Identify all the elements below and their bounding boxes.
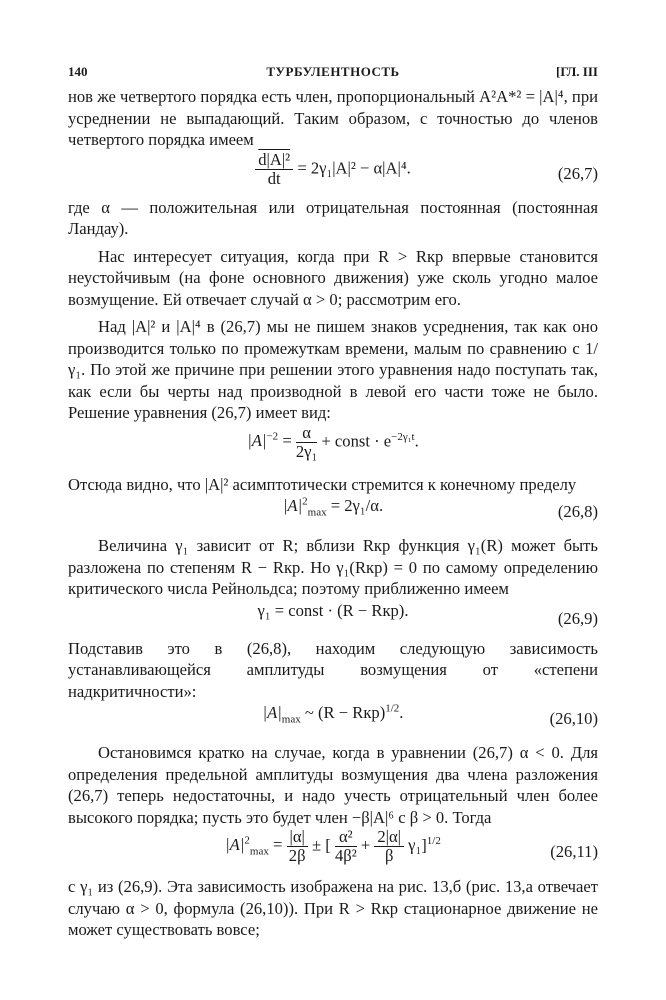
- eq2-exponent: −2γ₁t: [391, 430, 415, 443]
- eq5-rhs: ~ (R − Rкр): [304, 703, 386, 722]
- eq6-lhs: $|A|^2_{max}$ =: [225, 834, 287, 858]
- paragraph-7: Подставив это в (26,8), находим следующую зависимость устанавливающейся амплитуды возмущения от «степени надкритичности»:: [68, 638, 598, 701]
- eq1-numerator: d|A|²: [255, 151, 293, 170]
- paragraph-3: Нас интересует ситуация, когда при R > Rкр впервые становится неустойчивым (на фоне основного движения) уже сколь угодно малое возмущение. Ей отвечает случай α > 0; рассмотрим его.: [68, 246, 598, 309]
- eq2-rhs: + const · e: [321, 430, 392, 450]
- paragraph-8: Остановимся кратко на случае, когда в уравнении (26,7) α < 0. Для определения предельной амплитуды возмущения два члена разложения (26,7) теперь недостаточны, и надо учесть отрицательный член более высокого порядка; пусть это будет член −β|A|⁶ с β > 0. Тогда: [68, 743, 598, 827]
- chapter-label: [ГЛ. III: [555, 64, 598, 79]
- eq2-fraction: [296, 424, 317, 461]
- eq2-lhs: $|A|^{-2}$ =: [247, 430, 296, 450]
- eq5-exponent: 1/2: [385, 702, 400, 715]
- eq3-lhs: $|A|^2_{max}$: [282, 495, 327, 519]
- page-number: 140: [68, 64, 88, 79]
- equation-26-8: [68, 495, 598, 529]
- equation-26-11: $|A|^2_{max}$ = $\frac{|\alpha|}{2\beta}$ ± [ $\frac{\text{α²}}{\text{4β²}}$ + $\frac{2|\alpha|}{\beta}$ γ₁]$^{1/2}$ (26,11): [225, 827, 598, 865]
- paragraph-5: Отсюда видно, что |A|² асимптотически стремится к конечному пределу: [68, 474, 577, 494]
- paragraph-1: нов же четвертого порядка есть член, пропорциональный A²A*² = |A|⁴, при усреднении не выпадающий. Таким образом, с точностью до членов четвертого порядка имеем: [68, 87, 598, 149]
- eq2-numerator: α: [296, 424, 317, 443]
- eq2-denominator: 2γ₁: [295, 441, 318, 461]
- eq6-frac-a: $\frac{|\alpha|}{2\beta}$: [287, 828, 308, 865]
- running-title: ТУРБУЛЕНТНОСТЬ: [266, 64, 400, 79]
- eq6-label: (26,11): [550, 842, 598, 861]
- equation-solution: $|A|^{-2}$ = $\frac{\alpha}{\text{2γ₁}}$ + const · $e^{-2\gamma_1t}$.: [247, 422, 419, 461]
- equation-26-10: $|A|_{max}$ ~ (R − Rкр)$^{1/2}$. (26,10): [262, 702, 598, 728]
- eq1-denominator: dt: [267, 168, 281, 188]
- running-header: [68, 64, 598, 86]
- eq6-frac-b: $\frac{\text{α²}}{\text{4β²}}$: [334, 827, 357, 865]
- eq1-fraction: [255, 151, 293, 188]
- paragraph-4: Над |A|² и |A|⁴ в (26,7) мы не пишем знаков усреднения, так как оно производится только по промежуткам времени, малым по сравнению с 1/γ₁. По этой же причине при решении этого уравнения надо поступать так, как если бы черты над производной в левой его части тоже не было. Решение уравнения (26,7) имеет вид:: [68, 317, 598, 422]
- book-page: [68, 64, 598, 941]
- eq5-lhs: $|A|_{max}$: [262, 703, 301, 726]
- eq4-body: γ₁ = const · (R − Rкр).: [257, 600, 409, 620]
- eq5-label: (26,10): [549, 709, 598, 728]
- eq1-rhs: = 2γ₁|A|² − α|A|⁴.: [297, 157, 411, 177]
- eq1-label: (26,7): [557, 163, 598, 183]
- eq4-label: (26,9): [557, 608, 598, 628]
- eq3-rhs: = 2γ₁/α.: [330, 496, 384, 515]
- paragraph-6: Величина γ₁ зависит от R; вблизи Rкр функция γ₁(R) может быть разложена по степеням R − Rкр. Но γ₁(Rкр) = 0 по самому определению критического числа Рейнольдса; поэтому приближенно имеем: [68, 536, 598, 598]
- eq3-label: (26,8): [557, 502, 598, 521]
- equation-26-9: [68, 600, 598, 638]
- paragraph-9: с γ₁ из (26,9). Эта зависимость изображена на рис. 13,б (рис. 13,а отвечает случаю α > 0, формула (26,10)). При R > Rкр стационарное движение не может существовать вовсе;: [68, 877, 598, 939]
- paragraph-2: где α — положительная или отрицательная постоянная (постоянная Ландау).: [68, 197, 598, 238]
- equation-26-7: [68, 151, 598, 197]
- eq6-frac-c: $\frac{2|\alpha|}{\beta}$: [374, 828, 404, 865]
